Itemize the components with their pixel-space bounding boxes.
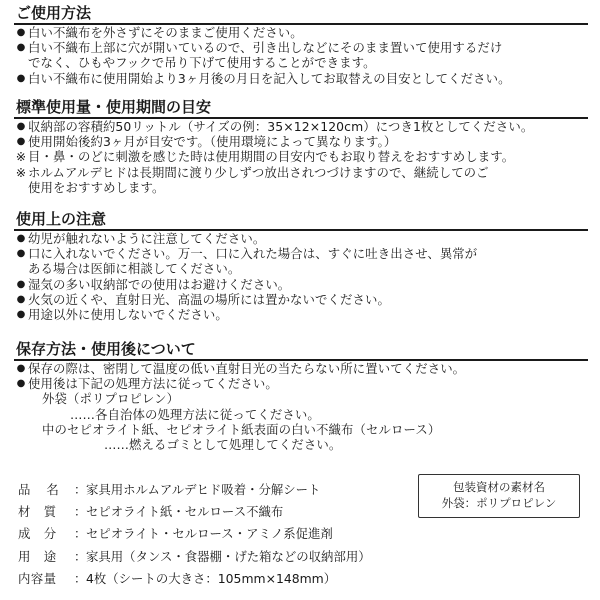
line-text: 白い不織布を外さずにそのままご使用ください。 — [28, 25, 303, 40]
text-line — [14, 292, 588, 307]
text-line — [14, 376, 588, 391]
line-text: 火気の近くや、直射日光、高温の場所には置かないでください。 — [28, 291, 390, 307]
line-text: 保存の際は、密閉して温度の低い直射日光の当たらない所に置いてください。 — [28, 361, 466, 376]
packaging-material-box — [418, 474, 580, 518]
text-line — [14, 307, 588, 322]
bullet-icon: ● — [16, 27, 26, 38]
text-line: 中のセピオライト紙、セピオライト紙表面の白い不織布（セルロース） — [42, 421, 441, 437]
spec-row-material — [18, 501, 398, 523]
bullet-icon: ● — [16, 293, 26, 305]
line-text: 白い不織布に使用開始より3ヶ月後の月日を記入してお取替えの目安としてください。 — [28, 70, 511, 86]
spec-colon: ： — [74, 482, 87, 497]
text-line: ある場合は医師に相談してください。 — [28, 261, 241, 277]
bullet-icon: ● — [16, 378, 26, 390]
line-text: 用途以外に使用しないでください。 — [28, 307, 228, 323]
spec-key: 用 途 — [18, 548, 57, 564]
line-text: 目・鼻・のどに刺激を感じた時は使用期間の目安内でもお取り替えをおすすめします。 — [28, 149, 515, 165]
spec-value: 家具用ホルムアルデヒド吸着・分解シート — [86, 482, 321, 497]
text-line — [14, 119, 588, 134]
spec-value: 4枚（シートの大きさ：105mm×148mm） — [86, 570, 337, 586]
storage-title: 保存方法・使用後について — [14, 340, 588, 361]
text-line — [14, 134, 588, 149]
line-text: 湿気の多い収納部での使用はお避けください。 — [28, 276, 291, 292]
spec-row-ingredients — [18, 523, 398, 545]
text-line: ……燃えるゴミとして処理してください。 — [104, 437, 342, 453]
bullet-icon: ● — [16, 278, 26, 290]
standard-section — [14, 98, 588, 195]
storage-section — [14, 340, 588, 452]
spec-row-name — [18, 479, 398, 501]
usage-section — [14, 4, 588, 86]
spec-key: 成 分 — [18, 526, 57, 542]
spec-row-purpose — [18, 546, 398, 568]
line-text: 使用開始後約3ヶ月が目安です。（使用環境によって異なります。） — [28, 134, 397, 150]
spec-value: 家具用（タンス・食器棚・げた箱などの収納部用） — [86, 548, 371, 564]
line-text: 使用後は下記の処理方法に従ってください。 — [28, 376, 278, 392]
bullet-icon: ● — [16, 72, 26, 84]
spec-colon: ： — [74, 504, 87, 520]
line-text: 収納部の容積約50リットル（サイズの例：35×12×120cm）につき1枚としてください。 — [28, 119, 534, 134]
text-line: ……各自治体の処理方法に従ってください。 — [70, 406, 320, 422]
text-line — [14, 165, 588, 180]
caution-section — [14, 210, 588, 322]
storage-lines — [14, 361, 588, 452]
spec-key: 品名 — [18, 482, 75, 497]
bullet-icon: ● — [16, 248, 26, 260]
usage-lines — [14, 25, 588, 86]
text-line: 外袋（ポリプロピレン） — [42, 391, 180, 407]
spec-value: セピオライト紙・セルロース不織布 — [86, 504, 284, 520]
usage-title: ご使用方法 — [14, 4, 588, 25]
standard-lines — [14, 119, 588, 195]
text-line — [14, 361, 588, 376]
spec-row-contents — [18, 568, 398, 590]
packaging-material-title: 包装資材の素材名 — [453, 480, 545, 494]
spec-table — [18, 479, 398, 590]
bullet-icon: ● — [16, 136, 26, 148]
note-mark-icon: ※ — [15, 164, 27, 180]
caution-lines — [14, 231, 588, 322]
text-line — [14, 246, 588, 261]
spec-key: 材 質 — [18, 504, 57, 520]
bullet-icon: ● — [16, 233, 26, 244]
bullet-icon: ● — [16, 309, 26, 321]
spec-colon: ： — [74, 526, 87, 542]
standard-title: 標準使用量・使用期間の目安 — [14, 98, 588, 119]
text-line — [14, 25, 588, 40]
spec-colon: ： — [74, 548, 87, 564]
bullet-icon: ● — [16, 121, 26, 132]
line-text: 口に入れないでください。万一、口に入れた場合は、すぐに吐き出させ、異常が — [28, 246, 478, 262]
note-mark-icon: ※ — [15, 149, 27, 165]
spec-value: セピオライト・セルロース・アミノ系促進剤 — [86, 526, 333, 542]
text-line: でなく、ひもやフックで吊り下げて使用することができます。 — [28, 55, 376, 71]
text-line — [14, 277, 588, 292]
bullet-icon: ● — [16, 363, 26, 374]
spec-colon: ： — [74, 570, 87, 586]
bullet-icon: ● — [16, 42, 26, 54]
text-line — [14, 231, 588, 246]
packaging-material-value: 外袋：ポリプロピレン — [441, 496, 557, 510]
text-line — [14, 40, 588, 55]
text-line: 使用をおすすめします。 — [28, 179, 165, 195]
line-text: 幼児が触れないように注意してください。 — [28, 231, 266, 246]
line-text: ホルムアルデヒドは長期間に渡り少しずつ放出されつづけますので、継続してのご — [28, 164, 489, 180]
caution-title: 使用上の注意 — [14, 210, 588, 231]
spec-key: 内容量 — [18, 570, 57, 586]
text-line — [14, 149, 588, 164]
text-line — [14, 71, 588, 86]
line-text: 白い不織布上部に穴が開いているので、引き出しなどにそのまま置いて使用するだけ — [28, 40, 503, 56]
